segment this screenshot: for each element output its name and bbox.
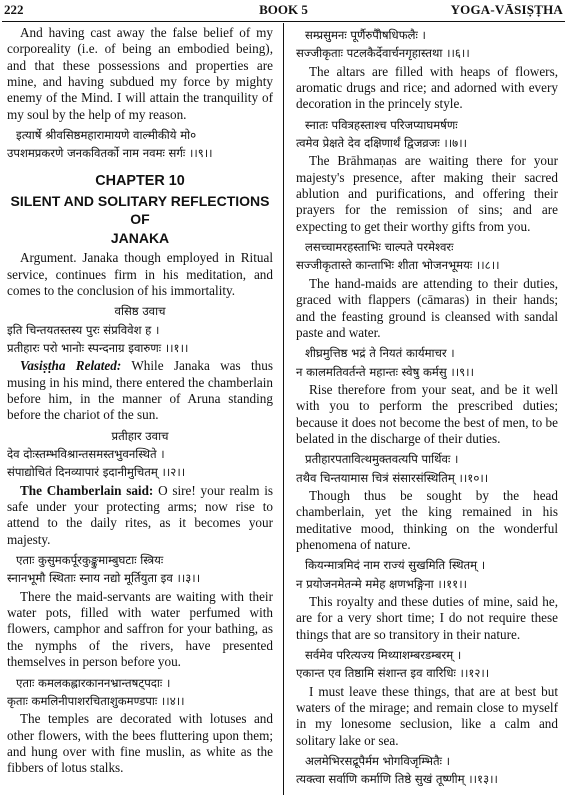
paragraph xyxy=(7,358,273,423)
chapter-subtitle xyxy=(7,192,273,248)
paragraph-text: While Janaka was thus musing in his mind, there entered the chamberlain before him, in the manner of Aruna standing before the chariot of the sun. xyxy=(7,358,273,423)
header-rule xyxy=(2,21,565,22)
verse-line: एताः कुसुमकर्पूरकुङ्कुमाम्बुघटाः स्त्रियः xyxy=(16,553,164,568)
chapter-subtitle-line-2: JANAKA xyxy=(110,229,170,246)
verse-line: इति चिन्तयतस्तस्य पुरः संप्रविवेश ह । xyxy=(7,322,160,337)
chapter-subtitle-line-1: SILENT AND SOLITARY REFLECTIONS OF xyxy=(10,192,270,228)
verse-line: कियन्मात्रमिदं नाम राज्यं सुखमिति स्थितम् । xyxy=(305,558,486,573)
verse-line: सज्जीकृताः पटलकैर्देवार्चनगृहास्तथा ।।६।। xyxy=(296,46,470,61)
paragraph: The hand-maids are attending to their duties, graced with flappers (cāmaras) in their hands; and the feasting ground is cleansed with sandal paste and water. xyxy=(296,275,558,340)
right-column xyxy=(296,25,558,790)
colophon-line-1: इत्यार्षे श्रीवसिष्ठमहारामायणे वाल्मीकीये मो० xyxy=(16,128,197,143)
paragraph: There the maid-servants are waiting with their water pots, filled with water perfumed with flowers, camphor and saffron for your bathing, as the nymphs of the rivers, have presented themselves in person before you. xyxy=(7,588,273,670)
paragraph: The Brāhmaṇas are waiting there for your majesty's presence, after making their sacred ablution and purifications, and offering their prayers for the remission of sins; and are expecting to get their worthy gifts from you. xyxy=(296,153,558,234)
speaker-label: The Chamberlain said: xyxy=(20,482,154,498)
speaker-label: Vasiṣṭha Related: xyxy=(20,358,122,374)
paragraph-text: O sire! your realm is safe under your protecting arms; now rise to attend to the daily rites, as it becomes your majesty. xyxy=(7,482,273,547)
verse-line: त्वमेव प्रेक्षते देव दक्षिणार्थं द्विजव्रजः ।।७।। xyxy=(296,136,467,151)
running-title: YOGA-VĀSIṢṬHA xyxy=(450,2,563,17)
paragraph: The altars are filled with heaps of flowers, aromatic drugs and rice; and adorned with every decoration in the princely style. xyxy=(296,63,558,112)
left-column xyxy=(7,25,273,777)
verse-line: लसच्चामरहस्ताभिः चाल्पते परमेश्वरः xyxy=(305,240,454,255)
verse-line: त्यक्त्वा सर्वाणि कर्माणि तिष्ठे सुखं तूष्णीम् ।।१३।। xyxy=(296,772,498,787)
verse-line: न कालमतिवर्तन्ते महान्तः स्वेषु कर्मसु ।।९।। xyxy=(296,364,474,379)
speaker-heading: प्रतीहार उवाच xyxy=(111,428,169,443)
column-divider xyxy=(283,23,284,795)
verse-line: अलमेभिरसद्रूपैर्मम भोगविजृम्भितैः । xyxy=(305,754,451,769)
verse-line: न प्रयोजनमेतन्मे ममेह क्षणभङ्गिना ।।११।। xyxy=(296,576,467,591)
verse-line: प्रतीहारपतावित्थमुक्तवत्यपि पार्थिवः । xyxy=(305,452,459,467)
verse-line: कृताः कमलिनीपाशरचिताशुकमण्डपाः ।।४।। xyxy=(7,693,185,708)
paragraph xyxy=(7,483,273,548)
paragraph: The temples are decorated with lotuses and other flowers, with the bees fluttering upon them; and hung over with fine muslin, as white as the fibbers of lotus stalks. xyxy=(7,711,273,776)
paragraph: Rise therefore from your seat, and be it well with you to perform the prescribed duties; because it does not become the best of men, to be belated in the discharge of their duties. xyxy=(296,381,558,446)
verse-line: संपाद्योचितं दिनव्यापारं इदानीमुचितम् ।।२।। xyxy=(7,465,186,480)
verse-line: सम्प्रसुमनः पूर्णैरुपैौषधिफलैः । xyxy=(305,28,426,42)
book-label: BOOK 5 xyxy=(259,2,308,17)
colophon-line-2: उपशमप्रकरणे जनकवितर्को नाम नवमः सर्गः ।।९।। xyxy=(7,146,213,161)
argument-paragraph: Argument. Janaka though employed in Ritual service, continues firm in his meditation, and comes to the conclusion of his immortality. xyxy=(7,250,273,298)
verse-line: एकान्त एव तिष्ठामि संशान्त इव वारिधिः ।।१२।। xyxy=(296,666,490,681)
paragraph: This royalty and these duties of mine, said he, are for a very short time; I do not require these things that are so transitory in their nature. xyxy=(296,594,558,642)
speaker-heading: वसिष्ठ उवाच xyxy=(114,304,166,319)
verse-line: स्नातः पवित्रहस्ताश्च परिजप्याघमर्षणः xyxy=(305,117,458,132)
page-header xyxy=(0,0,567,20)
verse-line: एताः कमलकह्लारकाननभ्रान्तषट्पदाः । xyxy=(16,675,171,690)
verse-line: सर्वमेव परित्यज्य मिथ्याशम्बरडम्बरम् । xyxy=(305,648,462,663)
paragraph: Though thus be sought by the head chamberlain, yet the king remained in his meditative mood, thinking on the wonderful phenomena of nature. xyxy=(296,487,558,552)
paragraph: And having cast away the false belief of my corporeality (i.e. of being an embodied being), and that these possessions and properties are mine, and having subdued my force by mighty enemy of the Mind. I will attain the tranquility of my soul by the help of my reason. xyxy=(7,25,273,122)
verse-line: शीघ्रमुत्तिष्ठ भद्रं ते नियतं कार्यमाचर । xyxy=(305,346,455,361)
chapter-heading: CHAPTER 10 xyxy=(95,172,185,189)
page-number: 222 xyxy=(4,2,24,17)
verse-line: स्नानभूमौ स्थिताः स्नाय नद्यो मूर्तियुता इव ।।३।। xyxy=(7,571,201,586)
verse-line: तथैव चिन्तयामास चित्रं संसारसंस्थितिम् ।।१०।। xyxy=(296,470,489,485)
verse-line: सज्जीकृतास्ते कान्ताभिः शीता भोजनभूमयः ।।८।। xyxy=(296,258,500,273)
verse-line: देव दोःस्तम्भविश्रान्तसमस्तभुवनस्थिते । xyxy=(7,447,165,462)
paragraph: I must leave these things, that are at best but waters of the mirage; and remain close to myself in my lonesome seclusion, like a calm and solitary lake or sea. xyxy=(296,683,558,748)
verse-line: प्रतीहारः परो भानोः स्पन्दनाग्र इवारुणः ।।१।। xyxy=(7,340,189,355)
